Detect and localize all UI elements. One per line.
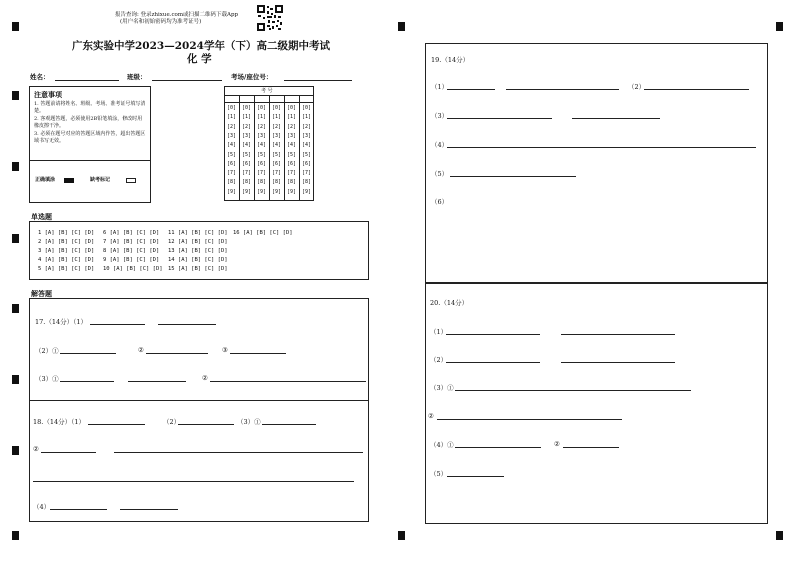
digit-bubble[interactable]: [8]: [242, 179, 252, 186]
digit-bubble[interactable]: [0]: [272, 105, 282, 111]
timing-mark: [12, 531, 19, 540]
digit-bubble[interactable]: [7]: [302, 170, 312, 177]
digit-bubble[interactable]: [4]: [257, 142, 267, 149]
timing-mark: [12, 22, 19, 31]
q18-3-blank-2c[interactable]: [33, 481, 354, 482]
q17-3-label-b: ②: [202, 374, 208, 382]
mc-question-row[interactable]: 3 [A] [B] [C] [D]: [38, 248, 95, 254]
digit-bubble[interactable]: [8]: [302, 179, 312, 186]
mc-question-row[interactable]: 12 [A] [B] [C] [D]: [168, 239, 228, 245]
digit-bubble[interactable]: [9]: [227, 188, 237, 195]
digit-bubble[interactable]: [9]: [302, 188, 312, 195]
digit-bubble[interactable]: [5]: [272, 151, 282, 158]
digit-bubble[interactable]: [7]: [257, 170, 267, 177]
timing-mark: [12, 162, 19, 171]
q19-2-blank[interactable]: [644, 89, 749, 90]
q19-4-blank[interactable]: [447, 147, 756, 148]
timing-mark: [776, 22, 783, 31]
q19-3-blank-b[interactable]: [572, 118, 660, 119]
q18-1-blank[interactable]: [88, 424, 145, 425]
correct-fill-label: 正确填涂: [35, 177, 56, 183]
q17-1-blank-b[interactable]: [158, 324, 216, 325]
digit-bubble[interactable]: [8]: [257, 179, 267, 186]
digit-bubble[interactable]: [6]: [272, 160, 282, 167]
q18-4-blank-b[interactable]: [120, 509, 178, 510]
q17-2-label-b: ②: [138, 346, 144, 354]
digit-bubble[interactable]: [6]: [242, 160, 252, 167]
seat-label: 考场/座位号：: [231, 73, 273, 81]
mc-question-row[interactable]: 5 [A] [B] [C] [D]: [38, 266, 95, 272]
q19-5-label: （5）: [431, 170, 449, 178]
note-item-3: 3. 必须在题号对应的答题区域内作答，超出答题区域书写无效。: [34, 131, 146, 144]
digit-bubble[interactable]: [6]: [302, 160, 312, 167]
mc-box: [29, 221, 369, 280]
exam-number-grid: [224, 86, 314, 201]
q20-3-label: （3）①: [430, 384, 454, 392]
q20-2-blank-a[interactable]: [446, 362, 540, 363]
digit-bubble[interactable]: [4]: [272, 142, 282, 149]
correct-fill-sample: [64, 178, 74, 183]
class-label: 班级：: [127, 73, 147, 81]
timing-mark: [12, 304, 19, 313]
q20-head: 20.（14分）: [430, 299, 469, 307]
missing-mark-label: 缺考标记: [90, 177, 111, 183]
notes-divider: [30, 160, 150, 161]
q17-2-blank-3[interactable]: [230, 353, 286, 354]
qr-code-icon: [257, 5, 283, 31]
mc-question-row[interactable]: 14 [A] [B] [C] [D]: [168, 257, 228, 263]
q17-head: 17.（14分）（1）: [35, 318, 87, 326]
note-item-1: 1. 答题前请将姓名、班级、考场、准考证号填写清楚。: [34, 101, 146, 114]
q18-3-label: （3）①: [237, 418, 261, 426]
q19-6-label: （6）: [431, 198, 449, 206]
q18-3-blank-2b[interactable]: [114, 452, 363, 453]
digit-bubble[interactable]: [5]: [257, 151, 267, 158]
q20-1-label: （1）: [430, 328, 448, 336]
digit-bubble[interactable]: [1]: [287, 114, 297, 121]
digit-bubble[interactable]: [1]: [227, 114, 237, 121]
q20-5-label: （5）: [430, 470, 448, 478]
notice-line-2: (用户名和初始密码均为准考证号): [120, 19, 202, 25]
digit-bubble[interactable]: [3]: [242, 132, 252, 139]
digit-bubble[interactable]: [3]: [257, 132, 267, 139]
mc-question-row[interactable]: 1 [A] [B] [C] [D]: [38, 230, 95, 236]
q17-2-label-c: ③: [222, 346, 228, 354]
digit-bubble[interactable]: [5]: [242, 151, 252, 158]
digit-bubble[interactable]: [0]: [302, 105, 312, 111]
timing-mark: [398, 22, 405, 31]
answer-box-19: [425, 43, 768, 283]
notes-box: [29, 86, 151, 203]
subject-title: 化 学: [187, 53, 212, 65]
q17-3-blank-2[interactable]: [210, 381, 366, 382]
digit-bubble[interactable]: [9]: [272, 188, 282, 195]
digit-bubble[interactable]: [7]: [287, 170, 297, 177]
timing-mark: [398, 531, 405, 540]
mc-question-row[interactable]: 11 [A] [B] [C] [D]: [168, 230, 228, 236]
q17-2-label: （2）①: [35, 347, 59, 355]
digit-bubble[interactable]: [6]: [257, 160, 267, 167]
digit-bubble[interactable]: [7]: [242, 170, 252, 177]
q20-1-blank-b[interactable]: [561, 334, 675, 335]
digit-bubble[interactable]: [9]: [242, 188, 252, 195]
digit-bubble[interactable]: [3]: [272, 132, 282, 139]
q18-3-blank-1[interactable]: [262, 424, 316, 425]
digit-bubble[interactable]: [4]: [287, 142, 297, 149]
digit-bubble[interactable]: [2]: [272, 123, 282, 130]
class-field[interactable]: [152, 80, 222, 81]
digit-bubble[interactable]: [0]: [242, 105, 252, 111]
mc-question-row[interactable]: 2 [A] [B] [C] [D]: [38, 239, 95, 245]
note-item-2: 2. 客观题答题，必须使用2B铅笔填涂，修改时用橡皮擦干净。: [34, 116, 143, 129]
mc-question-row[interactable]: 13 [A] [B] [C] [D]: [168, 248, 228, 254]
q19-2-label: （2）: [628, 83, 646, 91]
q19-head: 19.（14分）: [431, 56, 470, 64]
q20-4-label-b: ②: [554, 440, 560, 448]
q17-q18-divider: [29, 400, 369, 401]
digit-bubble[interactable]: [5]: [287, 151, 297, 158]
digit-bubble[interactable]: [0]: [257, 105, 267, 111]
q19-5-blank[interactable]: [450, 176, 576, 177]
mc-question-row[interactable]: 16 [A] [B] [C] [D]: [233, 230, 293, 236]
digit-bubble[interactable]: [2]: [227, 123, 237, 130]
digit-bubble[interactable]: [2]: [242, 123, 252, 130]
timing-mark: [12, 375, 19, 384]
digit-bubble[interactable]: [4]: [242, 142, 252, 149]
digit-bubble[interactable]: [5]: [302, 151, 312, 158]
q18-2-blank[interactable]: [178, 424, 234, 425]
name-label: 姓名：: [30, 73, 50, 81]
mc-question-row[interactable]: 7 [A] [B] [C] [D]: [103, 239, 160, 245]
digit-bubble[interactable]: [7]: [272, 170, 282, 177]
digit-bubble[interactable]: [8]: [227, 179, 237, 186]
digit-bubble[interactable]: [8]: [272, 179, 282, 186]
digit-bubble[interactable]: [3]: [287, 132, 297, 139]
digit-bubble[interactable]: [2]: [257, 123, 267, 130]
digit-bubble[interactable]: [9]: [257, 188, 267, 195]
q19-4-label: （4）: [431, 141, 449, 149]
q17-1-blank-a[interactable]: [90, 324, 145, 325]
q20-4-blank-2[interactable]: [563, 447, 619, 448]
q20-3-blank-1[interactable]: [455, 390, 691, 391]
answer-heading: 解答题: [31, 289, 52, 298]
timing-mark: [12, 446, 19, 455]
q18-2-label: （2）: [163, 418, 181, 426]
digit-bubble[interactable]: [0]: [287, 105, 297, 111]
q17-2-blank-1[interactable]: [60, 353, 116, 354]
answer-box-20: [425, 283, 768, 524]
q20-4-blank-1[interactable]: [455, 447, 541, 448]
q20-2-blank-b[interactable]: [561, 362, 675, 363]
mc-question-row[interactable]: 4 [A] [B] [C] [D]: [38, 257, 95, 263]
timing-mark: [12, 234, 19, 243]
digit-bubble[interactable]: [9]: [287, 188, 297, 195]
q19-3-blank-a[interactable]: [447, 118, 552, 119]
digit-bubble[interactable]: [3]: [302, 132, 312, 139]
q17-3-blank-1[interactable]: [60, 381, 114, 382]
q19-1-blank-a[interactable]: [447, 89, 495, 90]
q18-4-blank-a[interactable]: [50, 509, 107, 510]
mc-heading: 单选题: [31, 212, 52, 221]
digit-bubble[interactable]: [1]: [242, 114, 252, 121]
digit-bubble[interactable]: [4]: [302, 142, 312, 149]
q19-1-label: （1）: [431, 83, 449, 91]
digit-bubble[interactable]: [8]: [287, 179, 297, 186]
mc-question-row[interactable]: 8 [A] [B] [C] [D]: [103, 248, 160, 254]
timing-mark: [776, 531, 783, 540]
digit-bubble[interactable]: [7]: [227, 170, 237, 177]
digit-bubble[interactable]: [6]: [287, 160, 297, 167]
digit-bubble[interactable]: [1]: [272, 114, 282, 121]
q20-3-label-b: ②: [428, 412, 434, 420]
q19-1-blank-b[interactable]: [506, 89, 619, 90]
digit-bubble[interactable]: [5]: [227, 151, 237, 158]
q20-2-label: （2）: [430, 356, 448, 364]
q18-3-label-b: ②: [33, 445, 39, 453]
digit-bubble[interactable]: [0]: [227, 105, 237, 111]
q17-3-label: （3）①: [35, 375, 59, 383]
q18-3-blank-2[interactable]: [41, 452, 96, 453]
q20-4-label: （4）①: [430, 441, 454, 449]
mc-question-row[interactable]: 6 [A] [B] [C] [D]: [103, 230, 160, 236]
missing-mark-box[interactable]: [126, 178, 136, 183]
notice-line-1: 报告查询: 登录zhixue.com或扫描二维码下载App: [115, 12, 239, 18]
notes-heading: 注意事项: [34, 90, 62, 99]
q18-head: 18.（14分）（1）: [33, 418, 85, 426]
digit-bubble[interactable]: [2]: [287, 123, 297, 130]
digit-bubble[interactable]: [1]: [302, 114, 312, 121]
q20-3-blank-2[interactable]: [437, 419, 622, 420]
exam-number-heading: 考 号: [261, 88, 273, 94]
q17-3-blank-1b[interactable]: [128, 381, 186, 382]
digit-bubble[interactable]: [1]: [257, 114, 267, 121]
q18-4-label: （4）: [33, 503, 51, 511]
q17-2-blank-2[interactable]: [146, 353, 208, 354]
digit-bubble[interactable]: [2]: [302, 123, 312, 130]
digit-bubble[interactable]: [3]: [227, 132, 237, 139]
name-field[interactable]: [55, 80, 119, 81]
q19-3-label: （3）: [431, 112, 449, 120]
mc-question-row[interactable]: 9 [A] [B] [C] [D]: [103, 257, 160, 263]
exam-title: 广东实验中学2023—2024学年（下）高二级期中考试: [72, 40, 330, 52]
mc-question-row[interactable]: 10 [A] [B] [C] [D]: [103, 266, 163, 272]
mc-question-row[interactable]: 15 [A] [B] [C] [D]: [168, 266, 228, 272]
timing-mark: [12, 91, 19, 100]
digit-bubble[interactable]: [4]: [227, 142, 237, 149]
answer-box-17-18: [29, 298, 369, 522]
q20-1-blank-a[interactable]: [446, 334, 540, 335]
q20-5-blank[interactable]: [447, 476, 504, 477]
digit-bubble[interactable]: [6]: [227, 160, 237, 167]
seat-field[interactable]: [284, 80, 352, 81]
